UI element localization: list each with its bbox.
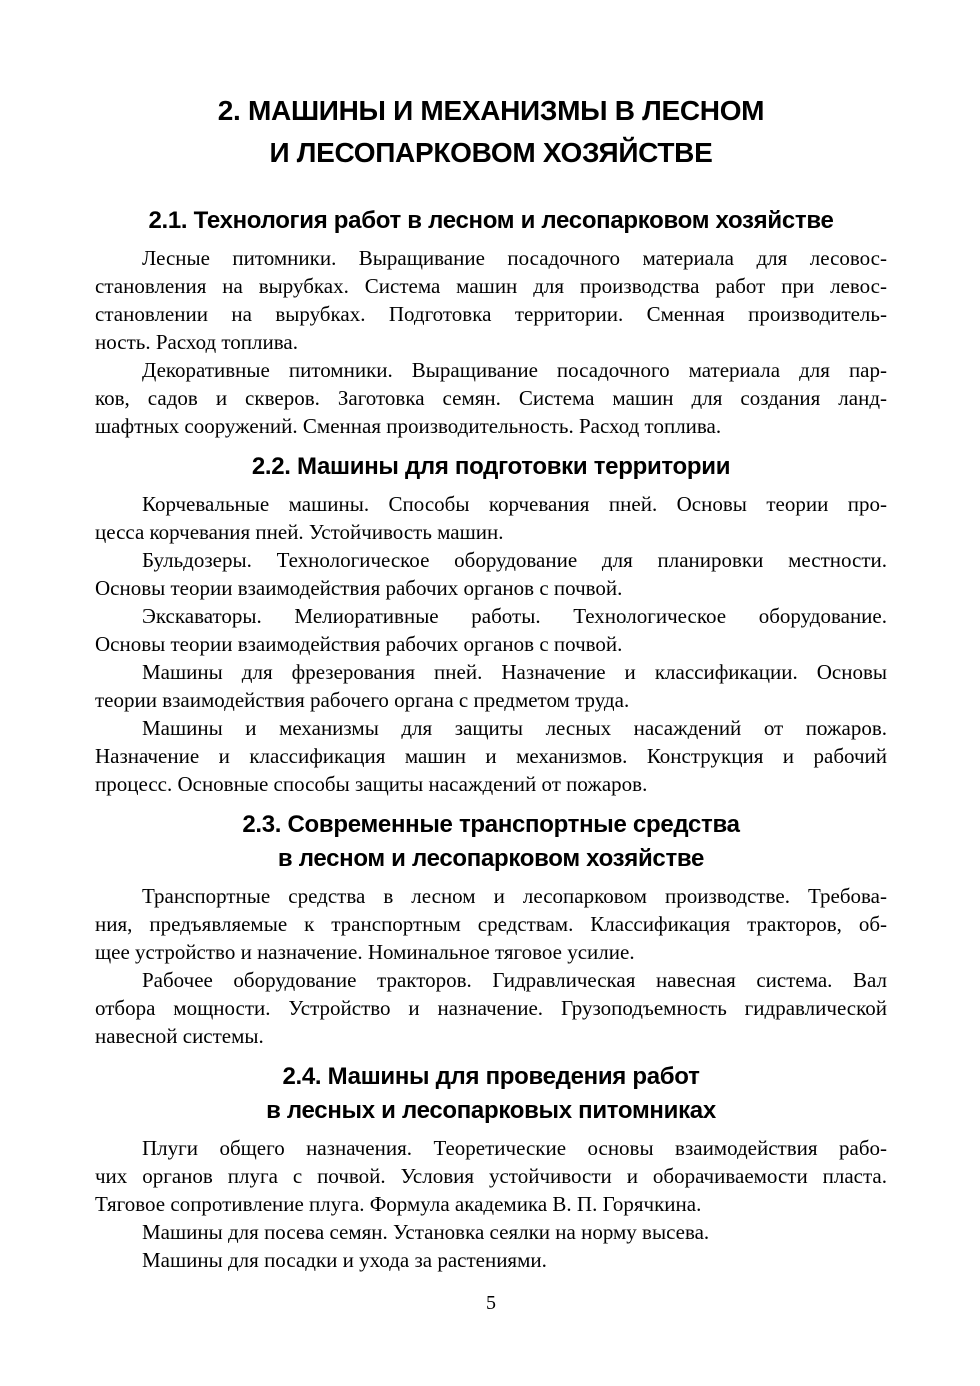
paragraph-line: Основы теории взаимодействия рабочих органов с почвой. [95,576,623,600]
page-number: 5 [486,1292,496,1314]
paragraph [95,882,887,966]
paragraph-line: ков, садов и скверов. Заготовка семян. Система машин для создания ланд- [95,386,887,410]
paragraph [95,546,887,602]
paragraph [95,966,887,1050]
paragraph-line: Лесные питомники. Выращивание посадочного материала для лесовос- [142,246,887,270]
paragraph-line: Декоративные питомники. Выращивание посадочного материала для пар- [142,358,887,382]
paragraph-line: Машины для фрезерования пней. Назначение и классификации. Основы [142,660,887,684]
section-heading-line: 2.4. Машины для проведения работ [282,1063,700,1090]
paragraph-line: Назначение и классификация машин и механизмов. Конструкция и рабочий [95,744,887,768]
paragraph-line: Машины и механизмы для защиты лесных насаждений от пожаров. [142,716,887,740]
page-title-line-1: 2. МАШИНЫ И МЕХАНИЗМЫ В ЛЕСНОМ [217,95,765,126]
paragraph-line: становления на вырубках. Система машин для производства работ при левос- [95,274,887,298]
paragraph-line: ния, предъявляемые к транспортным средствам. Классификация тракторов, об- [95,912,887,936]
paragraph [95,490,887,546]
paragraph-line: процесс. Основные способы защиты насаждений от пожаров. [95,772,648,796]
paragraph [95,356,887,440]
paragraph-line: Экскаваторы. Мелиоративные работы. Технологическое оборудование. [142,604,887,628]
page-title [95,90,887,174]
paragraph-line: Корчевальные машины. Способы корчевания пней. Основы теории про- [142,492,887,516]
section-heading [95,204,887,238]
section-heading [95,808,887,876]
paragraph-line: Бульдозеры. Технологическое оборудование для планировки местности. [142,548,887,572]
paragraph-line: Машины для посева семян. Установка сеялки на норму высева. [142,1220,710,1244]
paragraph [95,1218,887,1246]
document-body [95,204,887,1274]
paragraph-line: теории взаимодействия рабочего органа с предметом труда. [95,688,630,712]
paragraph [95,714,887,798]
paragraph-line: Транспортные средства в лесном и лесопарковом производстве. Требова- [142,884,887,908]
paragraph-line: Основы теории взаимодействия рабочих органов с почвой. [95,632,623,656]
paragraph-line: Рабочее оборудование тракторов. Гидравлическая навесная система. Вал [142,968,887,992]
paragraph-line: становлении на вырубках. Подготовка территории. Сменная производитель- [95,302,887,326]
paragraph-line: Машины для посадки и ухода за растениями. [142,1248,547,1272]
section-heading-line: 2.3. Современные транспортные средства [242,811,740,838]
page-title-line-2: И ЛЕСОПАРКОВОМ ХОЗЯЙСТВЕ [269,137,713,168]
section-heading-line: в лесном и лесопарковом хозяйстве [277,845,705,872]
paragraph [95,602,887,658]
paragraph [95,658,887,714]
paragraph-line: Тяговое сопротивление плуга. Формула академика В. П. Горячкина. [95,1192,702,1216]
section-heading-line: 2.1. Технология работ в лесном и лесопарковом хозяйстве [148,207,834,234]
section-heading-line: 2.2. Машины для подготовки территории [251,453,731,480]
paragraph [95,244,887,356]
paragraph-line: чих органов плуга с почвой. Условия устойчивости и оборачиваемости пласта. [95,1164,887,1188]
paragraph [95,1246,887,1274]
section-heading [95,450,887,484]
paragraph-line: ность. Расход топлива. [95,330,298,354]
paragraph-line: отбора мощности. Устройство и назначение. Грузоподъемность гидравлической [95,996,887,1020]
paragraph-line: шафтных сооружений. Сменная производительность. Расход топлива. [95,414,722,438]
section-heading [95,1060,887,1128]
paragraph-line: щее устройство и назначение. Номинальное тяговое усилие. [95,940,635,964]
section-heading-line: в лесных и лесопарковых питомниках [266,1097,716,1124]
paragraph-line: Плуги общего назначения. Теоретические основы взаимодействия рабо- [142,1136,887,1160]
paragraph [95,1134,887,1218]
paragraph-line: цесса корчевания пней. Устойчивость машин. [95,520,504,544]
paragraph-line: навесной системы. [95,1024,264,1048]
